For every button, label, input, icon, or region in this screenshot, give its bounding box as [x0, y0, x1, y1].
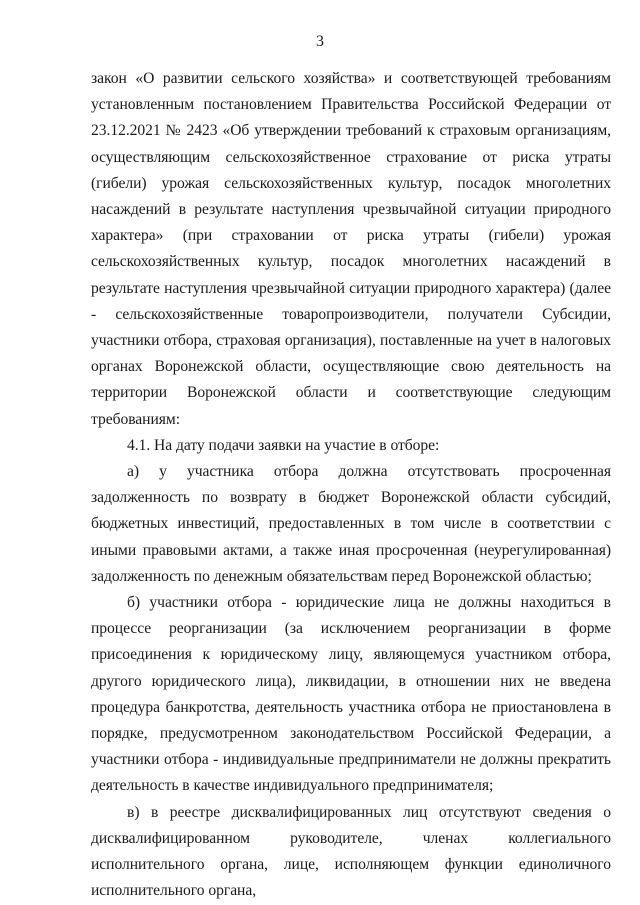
paragraph-item-v: в) в реестре дисквалифицированных лиц отсутствуют сведения о дисквалифицированном руководителе, членах коллегиального исполнительного органа, лице, исполняющем функции единоличного исполнительного органа, [91, 803, 611, 900]
paragraph-continuation: закон «О развитии сельского хозяйства» и соответствующей требованиям установленным постановлением Правительства Российской Федерации от 23.12.2021 № 2423 «Об утверждении требований к страховым организациям, осуществляющим сельскохозяйственное страхование от риска утраты (гибели) урожая сельскохозяйственных культур, посадок многолетних насаждений в результате наступления чрезвычайной ситуации природного характера» (при страховании от риска утраты (гибели) урожая сельскохозяйственных культур, посадок многолетних насаждений в результате наступления чрезвычайной ситуации природного характера) (далее - сельскохозяйственные товаропроизводители, получатели Субсидии, участники отбора, страховая организация), поставленные на учет в налоговых органах Воронежской области, осуществляющие свою деятельность на территории Воронежской области и соответствующие следующим требованиям: [91, 70, 611, 428]
page-number: 3 [316, 33, 324, 50]
document-body [91, 66, 611, 905]
paragraph-item-b: б) участники отбора - юридические лица не должны находиться в процессе реорганизации (за исключением реорганизации в форме присоединения к юридическому лицу, являющемуся участником отбора, другого юридического лица), ликвидации, в отношении них не введена процедура банкротства, деятельность участника отбора не приостановлена в порядке, предусмотренном законодательством Российской Федерации, а участники отбора - индивидуальные предприниматели не должны прекратить деятельность в качестве индивидуального предпринимателя; [91, 594, 611, 795]
paragraph-item-a: а) у участника отбора должна отсутствовать просроченная задолженность по возврату в бюджет Воронежской области субсидий, бюджетных инвестиций, предоставленных в том числе в соответствии с иными правовыми актами, а также иная просроченная (неурегулированная) задолженность по денежным обязательствам перед Воронежской областью; [91, 463, 611, 585]
paragraph-clause-4-1: 4.1. На дату подачи заявки на участие в отборе: [127, 436, 440, 454]
